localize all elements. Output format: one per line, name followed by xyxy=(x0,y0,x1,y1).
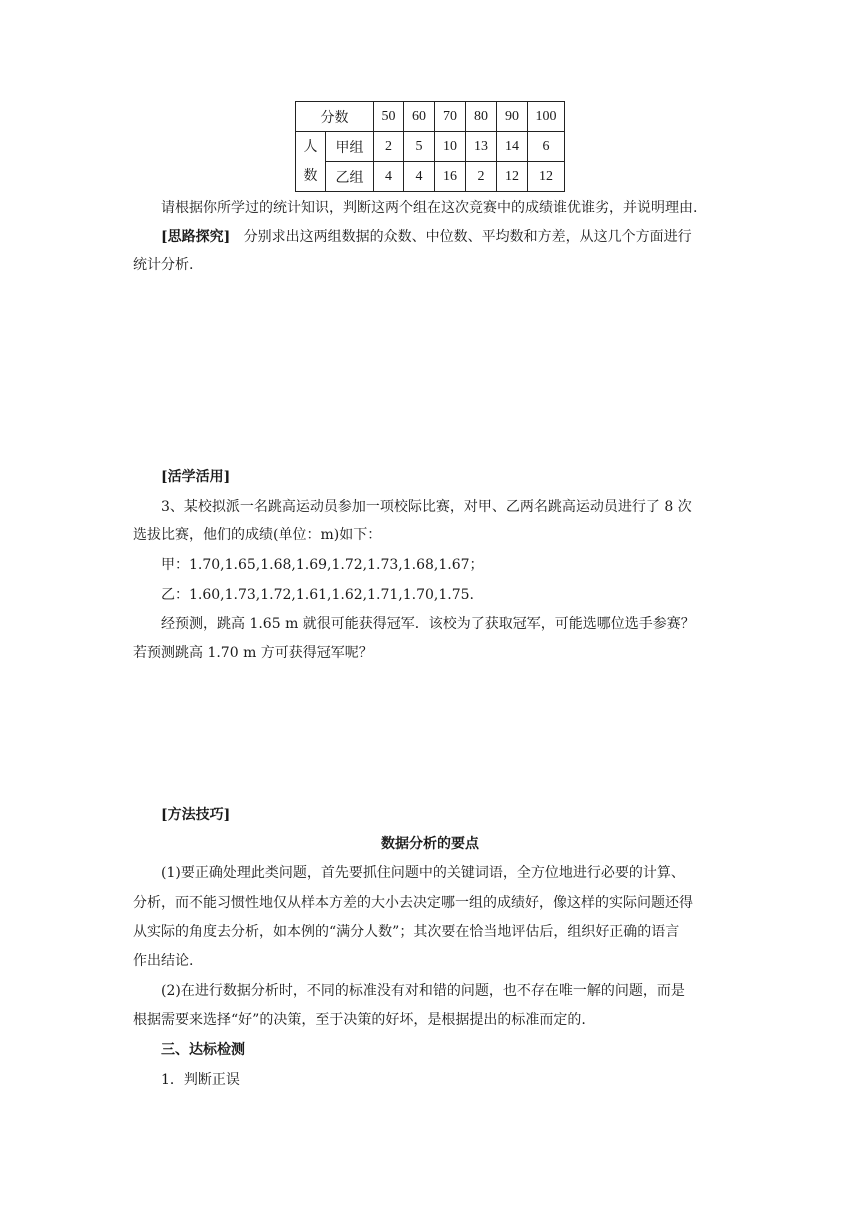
method-p2-line-2: 根据需要来选择“好”的决策，至于决策的好坏，是根据提出的标准而定的. xyxy=(133,1012,586,1028)
table-cell: 12 xyxy=(497,162,528,192)
score-table xyxy=(295,101,565,192)
table-cell: 5 xyxy=(404,132,435,162)
table-cell: 10 xyxy=(435,132,466,162)
table-cell: 2 xyxy=(374,132,404,162)
score-cell: 100 xyxy=(528,102,565,132)
method-p1-line-3: 从实际的角度去分析，如本例的“满分人数”；其次要在恰当地评估后，组织好正确的语言 xyxy=(133,924,680,940)
method-title: 数据分析的要点 xyxy=(381,836,479,852)
practice-line-5: 经预测，跳高 1.65 m 就很可能获得冠军．该校为了获取冠军，可能选哪位选手参赛？ xyxy=(161,616,695,632)
table-cell: 13 xyxy=(466,132,497,162)
table-cell: 2 xyxy=(466,162,497,192)
practice-line-3: 甲：1.70,1.65,1.68,1.69,1.72,1.73,1.68,1.67； xyxy=(161,557,484,573)
method-p1-line-4: 作出结论. xyxy=(133,953,194,969)
table-cell: 4 xyxy=(374,162,404,192)
question-text: 请根据你所学过的统计知识，判断这两个组在这次竞赛中的成绩谁优谁劣，并说明理由. xyxy=(161,200,698,216)
section-item-1: 1．判断正误 xyxy=(161,1072,240,1088)
thinking-tag: [思路探究] xyxy=(161,229,231,245)
row-label: 乙组 xyxy=(326,162,374,192)
practice-line-2: 选拔比赛，他们的成绩(单位：m)如下： xyxy=(133,527,382,543)
thinking-line-2: 统计分析. xyxy=(133,257,194,273)
row-label: 甲组 xyxy=(326,132,374,162)
table-row xyxy=(296,162,565,192)
section-heading: 三、达标检测 xyxy=(161,1042,245,1058)
practice-line-6: 若预测跳高 1.70 m 方可获得冠军呢？ xyxy=(133,645,373,661)
thinking-text: 分别求出这两组数据的众数、中位数、平均数和方差，从这几个方面进行 xyxy=(243,229,692,245)
table-header-row xyxy=(296,102,565,132)
table-cell: 6 xyxy=(528,132,565,162)
score-cell: 50 xyxy=(374,102,404,132)
score-cell: 70 xyxy=(435,102,466,132)
score-cell: 90 xyxy=(497,102,528,132)
row-group-label: 人 数 xyxy=(296,132,326,192)
score-cell: 60 xyxy=(404,102,435,132)
table-header-label: 分数 xyxy=(296,102,374,132)
score-cell: 80 xyxy=(466,102,497,132)
table-row xyxy=(296,132,565,162)
table-cell: 4 xyxy=(404,162,435,192)
practice-tag: [活学活用] xyxy=(161,469,231,485)
thinking-line-1 xyxy=(161,227,692,247)
method-p2-line-1: (2)在进行数据分析时，不同的标准没有对和错的问题，也不存在唯一解的问题，而是 xyxy=(161,983,685,999)
practice-line-4: 乙：1.60,1.73,1.72,1.61,1.62,1.71,1.70,1.75. xyxy=(161,587,474,603)
practice-line-1: 3、某校拟派一名跳高运动员参加一项校际比赛，对甲、乙两名跳高运动员进行了 8 次 xyxy=(161,499,692,515)
method-p1-line-1: (1)要正确处理此类问题，首先要抓住问题中的关键词语，全方位地进行必要的计算、 xyxy=(161,865,685,881)
table-cell: 16 xyxy=(435,162,466,192)
table-cell: 14 xyxy=(497,132,528,162)
table-cell: 12 xyxy=(528,162,565,192)
method-p1-line-2: 分析，而不能习惯性地仅从样本方差的大小去决定哪一组的成绩好，像这样的实际问题还得 xyxy=(133,895,693,911)
method-tag: [方法技巧] xyxy=(161,807,231,823)
